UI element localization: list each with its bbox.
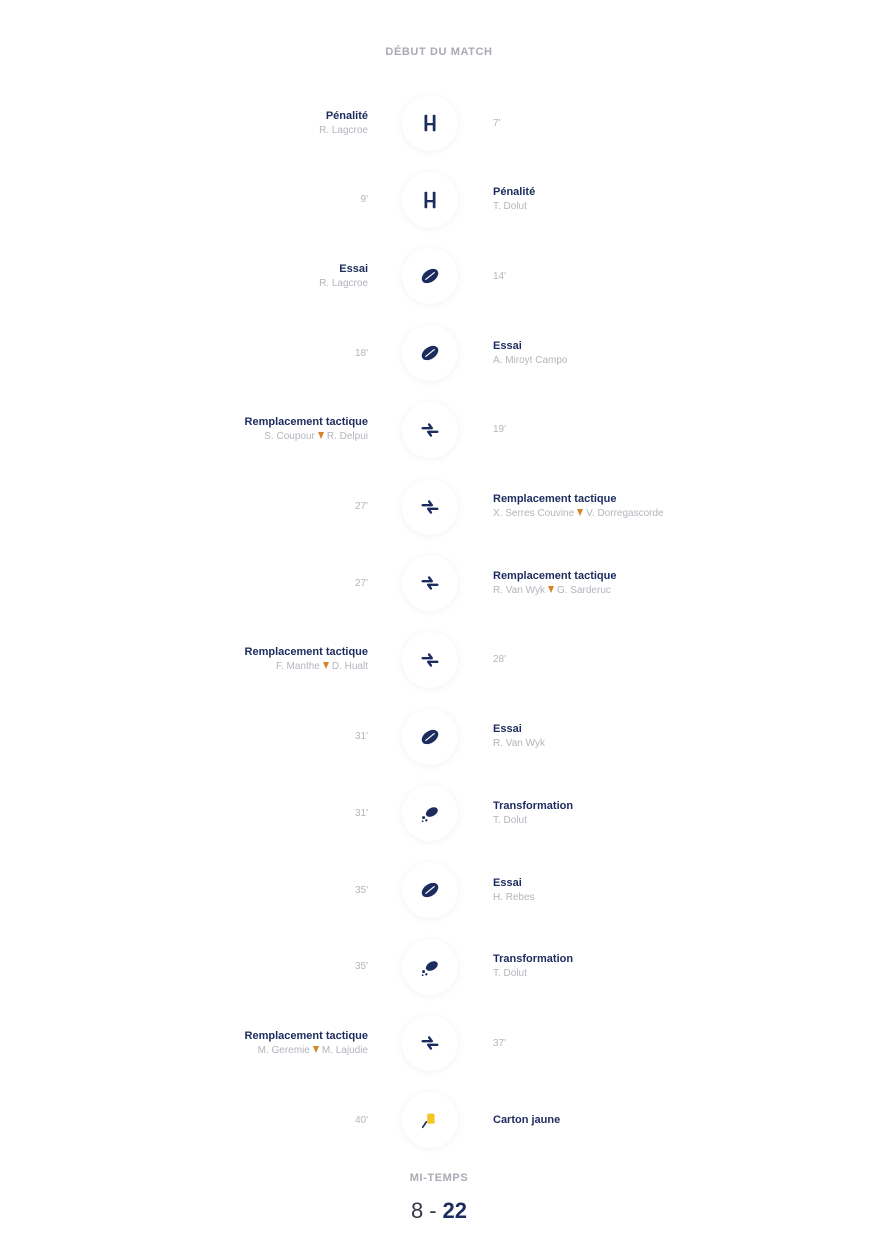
player-in: D. Hualt xyxy=(331,661,368,673)
timeline-event xyxy=(0,162,878,238)
substitution-players xyxy=(264,430,368,444)
timeline-event xyxy=(0,238,878,314)
event-type: Essai xyxy=(493,339,522,352)
event-type: Remplacement tactique xyxy=(493,493,617,505)
player-out: X. Serres Couvine xyxy=(493,508,575,519)
timeline-event xyxy=(0,699,878,775)
event-minute-wrap xyxy=(38,775,368,851)
event-minute: 37' xyxy=(493,1037,507,1049)
event-details xyxy=(493,929,813,1005)
substitution-icon xyxy=(402,479,458,535)
event-details xyxy=(493,1082,813,1158)
event-minute: 31' xyxy=(354,731,368,743)
event-minute: 7' xyxy=(493,117,501,129)
rugby-ball-icon xyxy=(402,325,458,381)
event-minute: 27' xyxy=(354,501,368,512)
event-details xyxy=(493,775,813,851)
substitution-players xyxy=(276,660,368,674)
substitution-icon xyxy=(402,1015,458,1071)
event-type: Remplacement tactique xyxy=(244,646,368,659)
substitution-players xyxy=(493,584,611,598)
substitution-players xyxy=(258,1044,368,1058)
event-player: H. Rebes xyxy=(493,891,535,903)
timeline-event xyxy=(0,775,878,851)
goalposts-icon xyxy=(402,95,458,151)
timeline-event xyxy=(0,1082,878,1158)
event-type: Essai xyxy=(493,876,522,889)
player-out: M. Geremie xyxy=(257,1044,310,1056)
event-minute-wrap xyxy=(493,85,813,161)
event-details xyxy=(38,85,368,161)
player-in: G. Sarderuc xyxy=(556,584,611,596)
home-score: 8 xyxy=(410,1198,424,1223)
player-out: R. Van Wyk xyxy=(493,584,545,596)
player-in: M. Lajudie xyxy=(321,1044,368,1056)
event-minute-wrap xyxy=(493,392,813,468)
event-minute: 19' xyxy=(493,424,507,436)
event-type: Essai xyxy=(493,723,522,736)
event-type: Transformation xyxy=(493,799,574,812)
event-details xyxy=(493,162,813,238)
event-minute-wrap xyxy=(493,238,813,314)
event-minute: 31' xyxy=(354,807,368,819)
timeline-event xyxy=(0,929,878,1005)
timeline-event xyxy=(0,469,878,545)
timeline-event xyxy=(0,545,878,621)
event-minute: 18' xyxy=(354,347,368,359)
event-minute-wrap xyxy=(38,315,368,391)
event-minute-wrap xyxy=(38,852,368,928)
event-minute-wrap xyxy=(38,545,368,621)
event-minute: 40' xyxy=(354,1114,368,1126)
player-in: V. Dorregascorde xyxy=(586,508,664,519)
player-in: R. Delpui xyxy=(326,431,368,443)
substitution-arrow-icon xyxy=(577,509,583,516)
timeline-event xyxy=(0,392,878,468)
rugby-ball-icon xyxy=(402,248,458,304)
substitution-players xyxy=(493,507,664,521)
event-type: Remplacement tactique xyxy=(244,416,368,429)
event-minute: 14' xyxy=(493,270,507,282)
event-type: Pénalité xyxy=(325,109,368,122)
substitution-icon xyxy=(402,402,458,458)
timeline-event xyxy=(0,85,878,161)
event-type: Pénalité xyxy=(493,186,536,199)
event-details xyxy=(38,1005,368,1081)
substitution-arrow-icon xyxy=(318,432,324,439)
event-player: T. Dolut xyxy=(493,201,527,213)
event-player: R. Lagcroe xyxy=(319,124,368,136)
event-player: R. Van Wyk xyxy=(493,738,545,750)
event-minute: 28' xyxy=(493,654,507,666)
event-minute-wrap xyxy=(38,469,368,545)
substitution-arrow-icon xyxy=(323,662,329,669)
score-separator: - xyxy=(429,1198,437,1223)
timeline-event xyxy=(0,622,878,698)
player-out: S. Coupour xyxy=(264,431,315,443)
event-minute: 35' xyxy=(354,961,368,973)
away-score: 22 xyxy=(442,1198,468,1223)
event-details xyxy=(38,238,368,314)
event-details xyxy=(493,469,813,545)
event-details xyxy=(38,622,368,698)
event-minute: 27' xyxy=(354,577,368,589)
event-minute-wrap xyxy=(38,162,368,238)
event-minute-wrap xyxy=(38,929,368,1005)
event-type: Carton jaune xyxy=(493,1113,561,1126)
event-minute-wrap xyxy=(38,699,368,775)
substitution-arrow-icon xyxy=(548,586,554,593)
halftime-label: MI-TEMPS xyxy=(409,1172,469,1184)
player-out: F. Manthe xyxy=(275,661,320,673)
substitution-icon xyxy=(402,632,458,688)
event-details xyxy=(493,315,813,391)
event-details xyxy=(493,545,813,621)
yellow-card-icon xyxy=(402,1092,458,1148)
event-type: Essai xyxy=(339,262,368,275)
event-minute: 9' xyxy=(360,194,368,206)
event-player: A. Miroyt Campo xyxy=(493,354,568,366)
halftime-score xyxy=(0,1198,878,1224)
event-minute-wrap xyxy=(493,622,813,698)
rugby-ball-icon xyxy=(402,709,458,765)
event-details xyxy=(493,852,813,928)
timeline-event xyxy=(0,1005,878,1081)
timeline-event xyxy=(0,852,878,928)
event-minute: 35' xyxy=(354,884,368,896)
event-type: Remplacement tactique xyxy=(493,569,617,582)
conversion-kick-icon xyxy=(402,939,458,995)
substitution-arrow-icon xyxy=(313,1046,319,1053)
event-details xyxy=(38,392,368,468)
rugby-ball-icon xyxy=(402,862,458,918)
event-type: Remplacement tactique xyxy=(244,1029,368,1042)
conversion-kick-icon xyxy=(402,785,458,841)
event-details xyxy=(493,699,813,775)
event-player: T. Dolut xyxy=(493,968,527,980)
substitution-icon xyxy=(402,555,458,611)
event-minute-wrap xyxy=(38,1082,368,1158)
event-player: T. Dolut xyxy=(493,814,527,826)
event-minute-wrap xyxy=(493,1005,813,1081)
goalposts-icon xyxy=(402,172,458,228)
timeline-event xyxy=(0,315,878,391)
event-player: R. Lagcroe xyxy=(319,277,368,289)
event-type: Transformation xyxy=(493,953,574,966)
match-start-label: DÉBUT DU MATCH xyxy=(385,46,493,58)
